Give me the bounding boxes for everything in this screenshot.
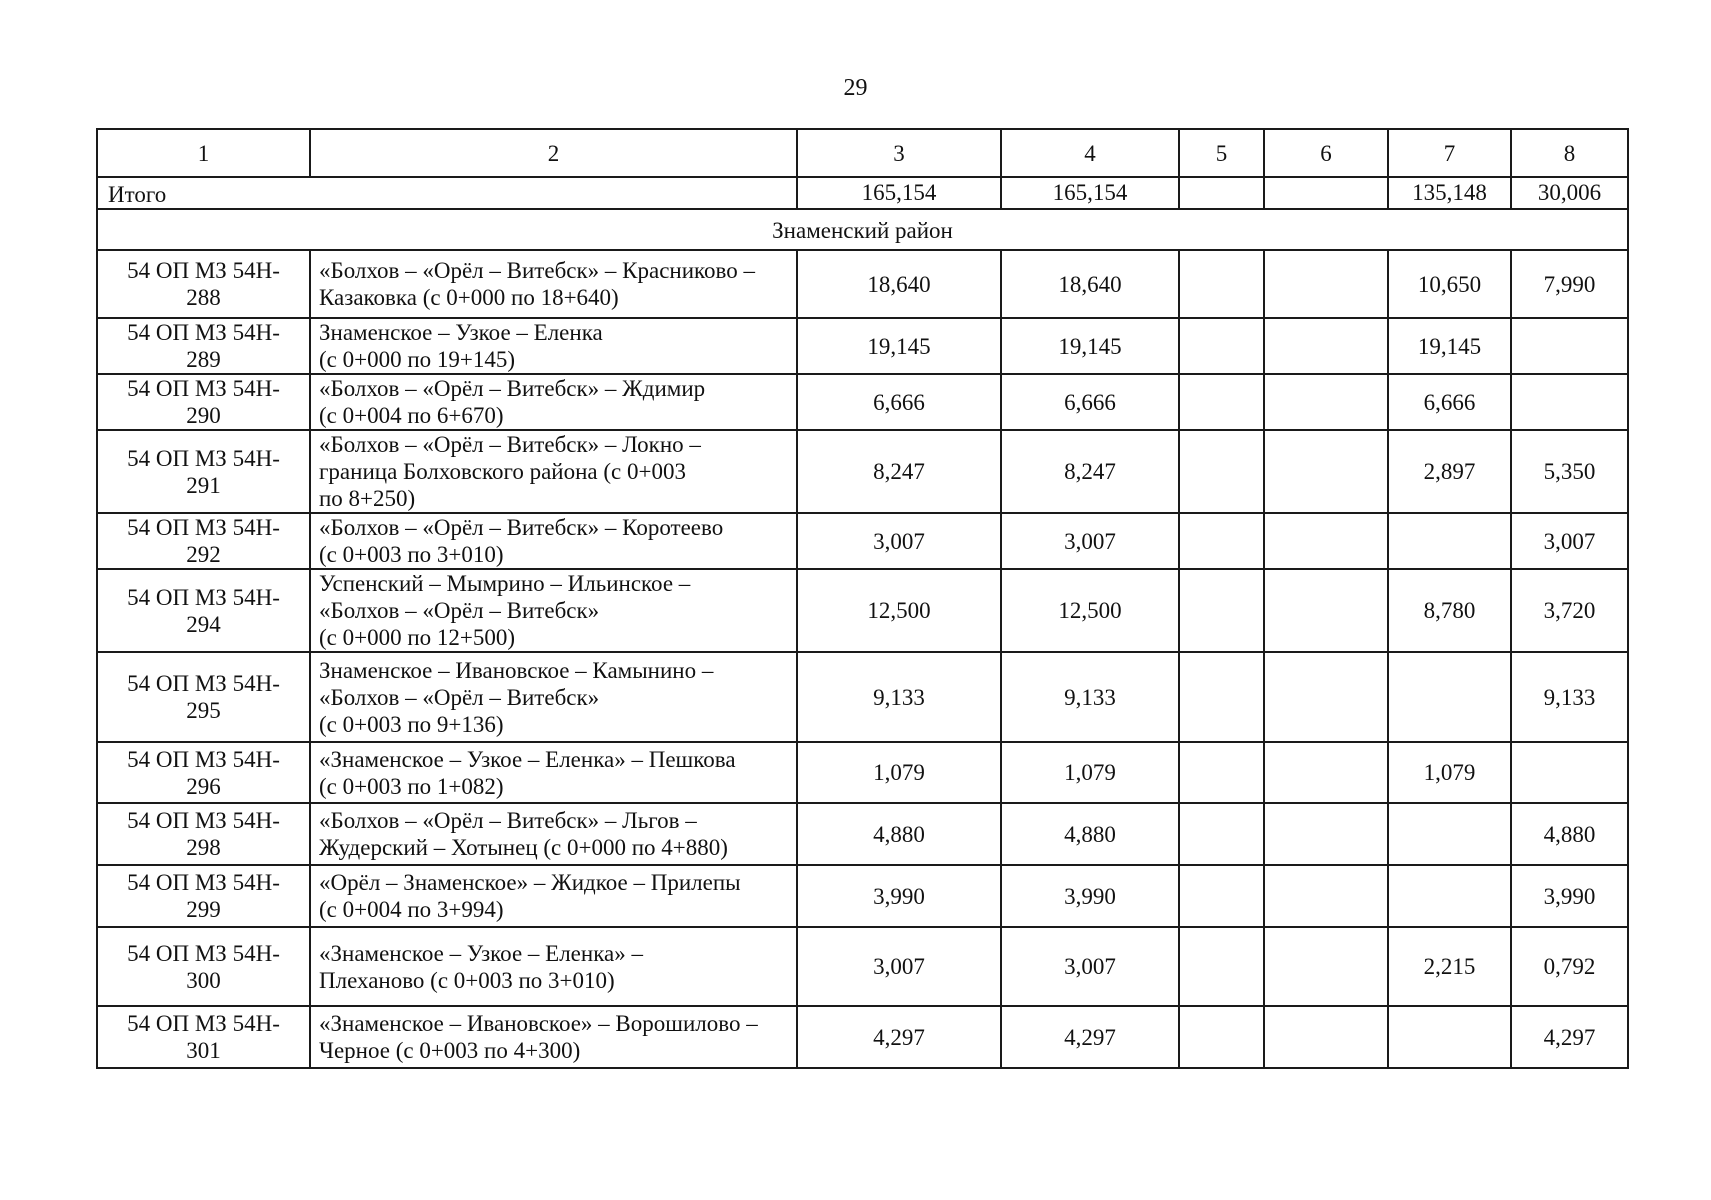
road-code-line: 54 ОП МЗ 54Н-	[127, 515, 280, 540]
road-name-line: (с 0+000 по 19+145)	[319, 347, 516, 372]
road-name-line: «Болхов – «Орёл – Витебск» – Локно –	[319, 432, 701, 457]
road-name-line: «Орёл – Знаменское» – Жидкое – Прилепы	[319, 870, 741, 895]
road-value-col-8	[1511, 374, 1628, 430]
district-row	[97, 209, 1628, 250]
road-name-line: «Болхов – «Орёл – Витебск» – Красниково –	[319, 258, 755, 283]
total-value-col-6	[1264, 177, 1388, 209]
road-name	[310, 318, 797, 374]
road-value-col-5	[1179, 569, 1264, 652]
road-value-col-5	[1179, 374, 1264, 430]
road-code	[97, 652, 310, 742]
road-value-col-3: 3,990	[797, 865, 1001, 927]
road-code-line: 54 ОП МЗ 54Н-	[127, 258, 280, 283]
road-value-col-7: 6,666	[1388, 374, 1511, 430]
road-name-line: Плеханово (с 0+003 по 3+010)	[319, 967, 615, 993]
road-code	[97, 430, 310, 513]
road-value-col-6	[1264, 250, 1388, 318]
column-number-6: 6	[1264, 129, 1388, 177]
road-code-line: 292	[186, 542, 221, 567]
road-name	[310, 569, 797, 652]
road-name	[310, 374, 797, 430]
column-number-row	[97, 129, 1628, 177]
road-value-col-3: 12,500	[797, 569, 1001, 652]
total-value-col-7: 135,148	[1388, 177, 1511, 209]
table-row	[97, 652, 1628, 742]
road-value-col-7: 10,650	[1388, 250, 1511, 318]
road-code-line: 54 ОП МЗ 54Н-	[127, 445, 280, 471]
road-value-col-4: 12,500	[1001, 569, 1179, 652]
road-value-col-5	[1179, 742, 1264, 803]
road-value-col-8: 7,990	[1511, 250, 1628, 318]
road-code	[97, 742, 310, 803]
road-name-line: «Знаменское – Узкое – Еленка» – Пешкова	[319, 746, 736, 772]
road-value-col-3: 3,007	[797, 513, 1001, 569]
road-name-line: Знаменское – Ивановское – Камынино –	[319, 657, 714, 683]
road-name	[310, 803, 797, 865]
road-value-col-3: 9,133	[797, 652, 1001, 742]
road-name-line: «Болхов – «Орёл – Витебск»	[319, 684, 600, 710]
column-number-7: 7	[1388, 129, 1511, 177]
column-number-5: 5	[1179, 129, 1264, 177]
road-code-line: 298	[186, 835, 221, 860]
total-row	[97, 177, 1628, 209]
road-code-line: 296	[186, 773, 221, 799]
road-code	[97, 1006, 310, 1068]
road-value-col-5	[1179, 430, 1264, 513]
road-value-col-6	[1264, 569, 1388, 652]
table-row	[97, 569, 1628, 652]
road-value-col-3: 4,880	[797, 803, 1001, 865]
road-name-line: (с 0+003 по 1+082)	[319, 773, 504, 799]
road-value-col-3: 1,079	[797, 742, 1001, 803]
table-row	[97, 318, 1628, 374]
road-value-col-6	[1264, 652, 1388, 742]
road-value-col-4: 3,007	[1001, 513, 1179, 569]
road-value-col-6	[1264, 927, 1388, 1006]
road-value-col-8	[1511, 318, 1628, 374]
table-row	[97, 1006, 1628, 1068]
road-code-line: 54 ОП МЗ 54Н-	[127, 320, 280, 345]
road-value-col-7: 19,145	[1388, 318, 1511, 374]
road-name	[310, 250, 797, 318]
road-name-line: Знаменское – Узкое – Еленка	[319, 320, 603, 345]
road-value-col-6	[1264, 513, 1388, 569]
column-number-3: 3	[797, 129, 1001, 177]
road-name-line: по 8+250)	[319, 486, 416, 511]
road-name	[310, 1006, 797, 1068]
road-name	[310, 652, 797, 742]
column-number-4: 4	[1001, 129, 1179, 177]
road-name	[310, 927, 797, 1006]
road-value-col-3: 3,007	[797, 927, 1001, 1006]
table-row	[97, 803, 1628, 865]
road-code	[97, 569, 310, 652]
road-code	[97, 318, 310, 374]
column-number-2: 2	[310, 129, 797, 177]
road-name	[310, 865, 797, 927]
road-value-col-7: 2,897	[1388, 430, 1511, 513]
road-value-col-8: 9,133	[1511, 652, 1628, 742]
page-number: 29	[843, 75, 868, 101]
road-value-col-3: 18,640	[797, 250, 1001, 318]
table-row	[97, 374, 1628, 430]
road-value-col-8: 0,792	[1511, 927, 1628, 1006]
road-name-line: Жудерский – Хотынец (с 0+000 по 4+880)	[319, 835, 728, 860]
table-row	[97, 742, 1628, 803]
road-name	[310, 513, 797, 569]
road-name	[310, 742, 797, 803]
road-value-col-6	[1264, 1006, 1388, 1068]
table-row	[97, 865, 1628, 927]
road-value-col-3: 4,297	[797, 1006, 1001, 1068]
road-table	[96, 128, 1629, 1069]
road-value-col-7: 2,215	[1388, 927, 1511, 1006]
road-value-col-7	[1388, 652, 1511, 742]
road-value-col-3: 8,247	[797, 430, 1001, 513]
road-code-line: 300	[186, 967, 221, 993]
road-value-col-8	[1511, 742, 1628, 803]
total-value-col-8: 30,006	[1511, 177, 1628, 209]
road-value-col-5	[1179, 652, 1264, 742]
road-value-col-3: 19,145	[797, 318, 1001, 374]
road-value-col-7	[1388, 1006, 1511, 1068]
road-code	[97, 927, 310, 1006]
road-value-col-4: 3,990	[1001, 865, 1179, 927]
road-code-line: 54 ОП МЗ 54Н-	[127, 376, 280, 401]
road-value-col-4: 1,079	[1001, 742, 1179, 803]
road-name-line: «Знаменское – Ивановское» – Ворошилово –	[319, 1011, 758, 1036]
road-code-line: 54 ОП МЗ 54Н-	[127, 671, 280, 696]
road-name-line: граница Болховского района (с 0+003	[319, 459, 686, 484]
road-value-col-4: 4,880	[1001, 803, 1179, 865]
road-name-line: «Болхов – «Орёл – Витебск» – Коротеево	[319, 515, 724, 540]
road-code-line: 291	[186, 472, 221, 498]
road-value-col-5	[1179, 803, 1264, 865]
road-value-col-8: 3,720	[1511, 569, 1628, 652]
total-label: Итого	[97, 177, 797, 209]
road-name-line: «Болхов – «Орёл – Витебск»	[319, 598, 600, 623]
road-value-col-8: 5,350	[1511, 430, 1628, 513]
road-value-col-5	[1179, 865, 1264, 927]
road-value-col-5	[1179, 513, 1264, 569]
road-value-col-8: 3,007	[1511, 513, 1628, 569]
table-row	[97, 430, 1628, 513]
road-value-col-4: 18,640	[1001, 250, 1179, 318]
road-code-line: 290	[186, 403, 221, 428]
road-name-line: (с 0+003 по 9+136)	[319, 711, 504, 737]
road-value-col-4: 4,297	[1001, 1006, 1179, 1068]
road-value-col-4: 9,133	[1001, 652, 1179, 742]
road-code-line: 54 ОП МЗ 54Н-	[127, 584, 280, 610]
road-value-col-7	[1388, 865, 1511, 927]
road-value-col-5	[1179, 318, 1264, 374]
road-code-line: 288	[186, 285, 221, 310]
road-value-col-5	[1179, 1006, 1264, 1068]
road-value-col-5	[1179, 927, 1264, 1006]
road-name-line: Черное (с 0+003 по 4+300)	[319, 1038, 581, 1063]
road-value-col-4: 8,247	[1001, 430, 1179, 513]
road-value-col-6	[1264, 430, 1388, 513]
road-code-line: 289	[186, 347, 221, 372]
road-value-col-6	[1264, 318, 1388, 374]
total-value-col-5	[1179, 177, 1264, 209]
road-code-line: 295	[186, 698, 221, 723]
road-code	[97, 865, 310, 927]
road-value-col-4: 19,145	[1001, 318, 1179, 374]
road-code-line: 299	[186, 897, 221, 922]
road-value-col-6	[1264, 742, 1388, 803]
road-name-line: (с 0+003 по 3+010)	[319, 542, 504, 567]
road-value-col-7: 1,079	[1388, 742, 1511, 803]
road-name	[310, 430, 797, 513]
road-value-col-7	[1388, 513, 1511, 569]
table-row	[97, 250, 1628, 318]
road-name-line: Казаковка (с 0+000 по 18+640)	[319, 285, 619, 310]
table-row	[97, 513, 1628, 569]
road-code-line: 54 ОП МЗ 54Н-	[127, 870, 280, 895]
road-code-line: 301	[186, 1038, 221, 1063]
road-code-line: 54 ОП МЗ 54Н-	[127, 746, 280, 772]
road-name-line: «Знаменское – Узкое – Еленка» –	[319, 940, 643, 966]
road-code	[97, 513, 310, 569]
road-code	[97, 374, 310, 430]
road-value-col-4: 6,666	[1001, 374, 1179, 430]
road-code	[97, 250, 310, 318]
district-title: Знаменский район	[97, 209, 1628, 250]
road-value-col-8: 4,297	[1511, 1006, 1628, 1068]
road-code-line: 294	[186, 611, 221, 637]
road-value-col-7	[1388, 803, 1511, 865]
road-name-line: «Болхов – «Орёл – Витебск» – Льгов –	[319, 808, 697, 833]
road-value-col-7: 8,780	[1388, 569, 1511, 652]
road-value-col-5	[1179, 250, 1264, 318]
road-value-col-8: 4,880	[1511, 803, 1628, 865]
road-value-col-6	[1264, 865, 1388, 927]
road-value-col-6	[1264, 374, 1388, 430]
road-name-line: (с 0+004 по 6+670)	[319, 403, 504, 428]
road-value-col-4: 3,007	[1001, 927, 1179, 1006]
road-code	[97, 803, 310, 865]
road-name-line: «Болхов – «Орёл – Витебск» – Ждимир	[319, 376, 706, 401]
road-name-line: (с 0+004 по 3+994)	[319, 897, 504, 922]
road-code-line: 54 ОП МЗ 54Н-	[127, 940, 280, 966]
road-name-line: Успенский – Мымрино – Ильинское –	[319, 571, 691, 596]
column-number-1: 1	[97, 129, 310, 177]
total-value-col-4: 165,154	[1001, 177, 1179, 209]
road-code-line: 54 ОП МЗ 54Н-	[127, 1011, 280, 1036]
road-value-col-6	[1264, 803, 1388, 865]
road-name-line: (с 0+000 по 12+500)	[319, 625, 516, 650]
table-row	[97, 927, 1628, 1006]
road-code-line: 54 ОП МЗ 54Н-	[127, 808, 280, 833]
road-value-col-3: 6,666	[797, 374, 1001, 430]
column-number-8: 8	[1511, 129, 1628, 177]
road-value-col-8: 3,990	[1511, 865, 1628, 927]
total-value-col-3: 165,154	[797, 177, 1001, 209]
